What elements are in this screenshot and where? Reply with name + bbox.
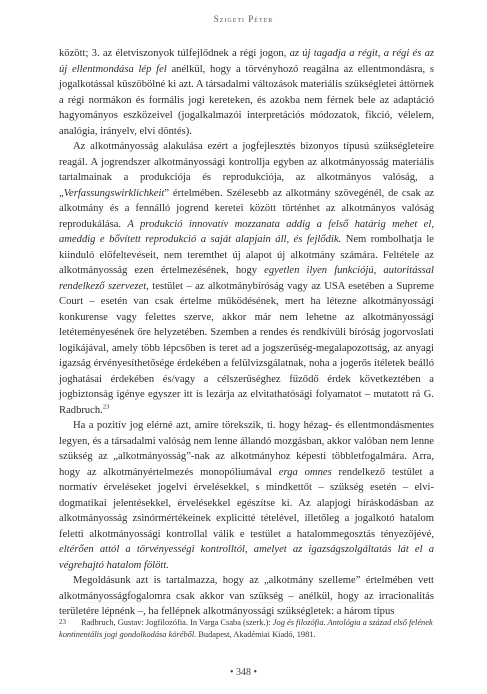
main-text <box>59 46 434 620</box>
text-run: között; 3. az életviszonyok túlfejlődnek a régi jogon, <box>59 48 290 59</box>
italic-run: eltérően attól a törvényességi kontrolltól, amelyet az igazságszolgáltatás lát el a végrehajtó hatalom fölött. <box>59 544 434 571</box>
paragraph-1 <box>59 46 434 139</box>
italic-run: az új tagadja a régit, a régi és az új ellentmondása lép fel <box>59 48 434 75</box>
text-run: Radbruch, Gustav: Jogfilozófia. In Varga Csaba (szerk.): <box>81 618 273 627</box>
text-run: Budapest, Akadémiai Kiadó, 1981. <box>196 629 316 639</box>
footnote-number: 23 <box>59 618 66 626</box>
text-run: Nem rombolhatja le kiinduló előfeltevéseit, nem teremthet új alapot új alkotmány számára. Feltétele az alkotmányosság ezen értelmezésének, hogy <box>59 234 435 276</box>
running-head: Szigeti Péter <box>213 14 274 24</box>
italic-run: egyetlen ilyen funkciójú, autoritással rendelkező szervezet, <box>59 265 434 292</box>
footnote-divider <box>59 602 434 603</box>
text-run: anélkül, hogy a törvényhozó reagálna az ellentmondásra, s jogalkotással küszöbölné ki azt. A társadalmi változások materiális szükségletei áttörnek a régi normákon és formális jogi kereteken, és azokba nem férnek bele az adaptáció hagyományos eszközeivel (jogalkalmazói interpretációs módozatok, fikció, vélelem, analógia, irányelv, elvi döntés). <box>59 63 434 137</box>
text-run: ” értelmében. Szélesebb az alkotmány szövegénél, de csak az alkotmány és a fennálló jogrend keretei között történhet az alkotmányos valóság reprodukálása. <box>59 187 434 230</box>
italic-run: Jog és filozófia. Antológia a század első felének kontinentális jogi gondolkodása köréből. <box>59 618 433 639</box>
paragraph-3 <box>59 418 434 573</box>
text-run: rendelkező testület a normatív érveléseket jogelvi érvelésekkel, s mindkettőt – szükség esetén – elvi-dogmatikai jelentésekkel, érvelésekkel egészítse ki. Az alapjogi bíráskodásban az alkotmányosság zsinórmértékeinek explicitté tételével, illetőleg a jogalkotó hatalom feletti alkotmányossági kontrollal válik e testület a hatalommegosztás tényezőjévé, <box>59 466 434 540</box>
italic-run: Verfassungswirklichkeit <box>63 187 165 199</box>
text-run: testület – az alkotmánybíróság vagy az USA esetében a Supreme Court – esetén van csak értelme működésének, mert ha létezne alkotmányossági konkurense vagy felettes szerve, akkor már nem lehetne az alkotmányossági letéteményesének őre helyzetében. Szemben a rendes és rendkívüli bíróság jogorvoslati logikájával, amely több lépcsőben is teret ad a jogszerűség-megalapozottság, az anyagi igazság érvényesíthetősége érdekében a felülvizsgálatnak, noha a jogerős ítéletek beálló joghatásai érdekében és/vagy a célszerűséghez fűződő érdek következtében a jogbiztonság igénye egyszer itt is lezárja az elvitathatósági folyamatot – mutatott rá G. Radbruch. <box>59 280 434 416</box>
footnote-ref[interactable]: 23 <box>102 402 110 410</box>
text-run: Ha a pozitív jog elérné azt, amire törekszik, ti. hogy hézag- és ellentmondásmentes legyen, és a társadalmi valóság nem lenne állandó mozgásban, akkor valóban nem lenne szükség az „alkotmányosság”-nak az alkotmányhoz képesti többletfogalmára. Arra, hogy az alkotmányértelmezés monopóliumával <box>59 420 434 478</box>
footnote <box>59 617 434 640</box>
paragraph-4: Megoldásunk azt is tartalmazza, hogy az „alkotmány szelleme” értelmében vett alkotmányosságfogalomra csak akkor van szükség – anélkül, hogy az irracionalitás területére lépnénk –, ha fellépnek alkotmányossági szükségletek: a három típus <box>59 575 434 617</box>
italic-run: erga omnes <box>278 466 332 478</box>
paragraph-2 <box>59 139 434 418</box>
text-run: Az alkotmányosság alakulása ezért a jogfejlesztés bizonyos típusú szükségleteire reagál. A jogrendszer alkotmányossági kontrollja egyben az alkotmányosság materiális tartalmainak a produkciója és reprodukciója, az alkotmányos valóság, a „ <box>59 141 434 199</box>
page-number: • 348 • <box>229 667 257 678</box>
italic-run: A produkció innovatív mozzanata addig a felső határig mehet el, ameddig e bővített reprodukció a saját alapjain áll, és fejlődik. <box>59 218 434 245</box>
